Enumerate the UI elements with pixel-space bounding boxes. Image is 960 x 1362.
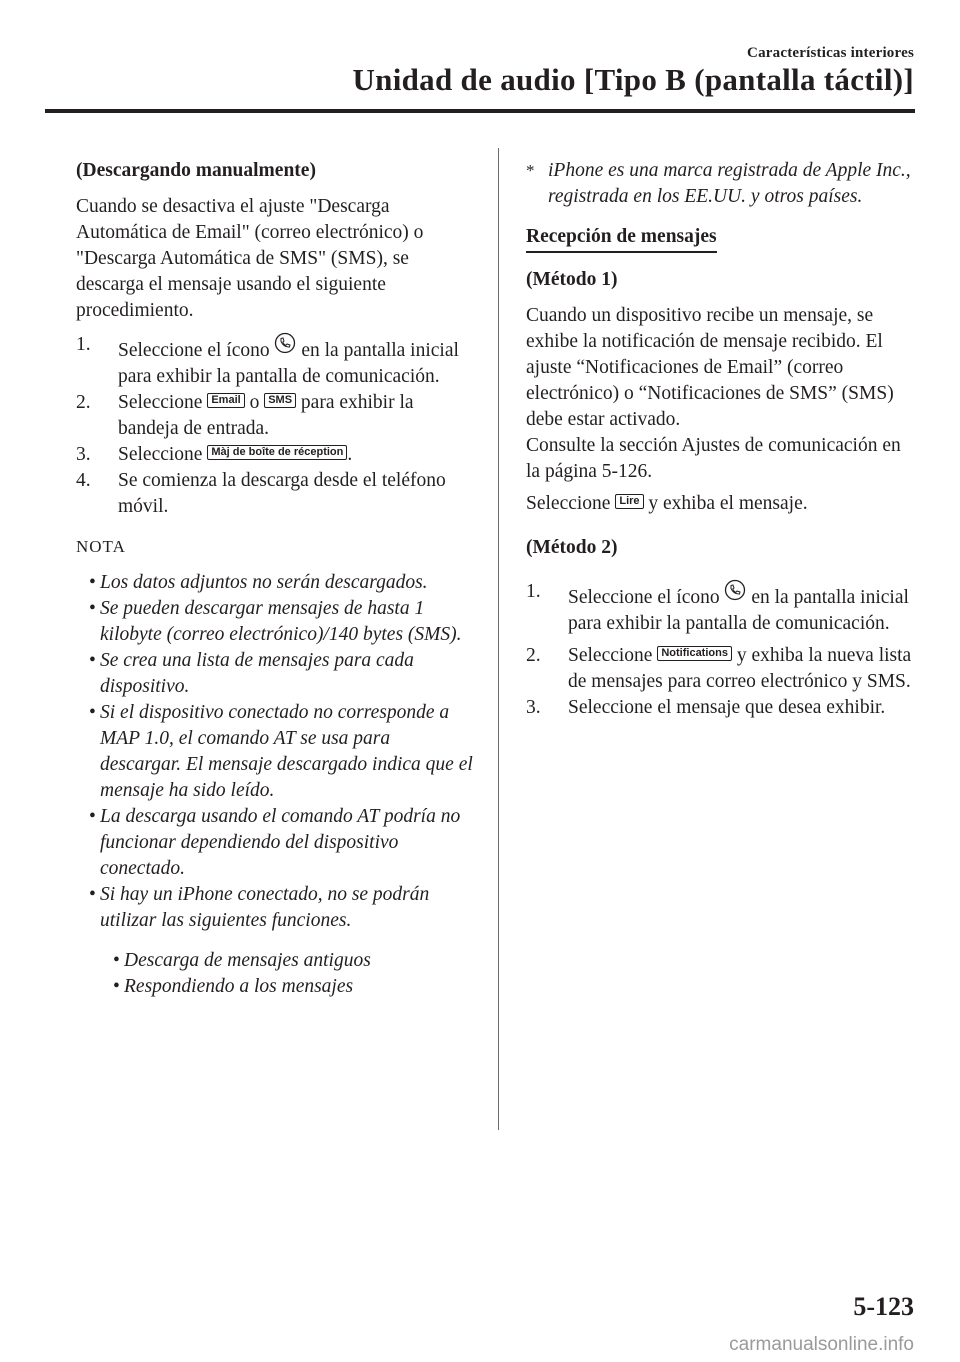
step-number: 3. xyxy=(76,444,91,465)
step-3 xyxy=(76,442,476,468)
nota-heading: NOTA xyxy=(76,537,126,556)
footnote xyxy=(526,158,916,210)
step-text: y exhiba la nueva lista de mensajes para correo electrónico y SMS. xyxy=(568,645,912,692)
bullet-icon: • xyxy=(113,950,120,971)
step-text: Seleccione el mensaje que desea exhibir. xyxy=(568,697,886,718)
step-text: Seleccione el ícono xyxy=(568,587,720,608)
phone-communication-icon xyxy=(724,579,746,601)
intro-paragraph: Cuando se desactiva el ajuste "Descarga Automática de Email" (correo electrónico) o "Descarga Automática de SMS" (SMS), se descarga el mensaje usando el siguiente procedimiento. xyxy=(76,196,424,321)
step-number: 2. xyxy=(76,392,91,413)
note-text: Si el dispositivo conectado no corresponde a MAP 1.0, el comando AT se usa para descargar. El mensaje descargado indica que el mensaje ha sido leído. xyxy=(100,702,473,801)
footnote-mark: * xyxy=(526,161,535,180)
phone-communication-icon xyxy=(274,332,296,354)
subnote-text: Respondiendo a los mensajes xyxy=(124,976,354,997)
bullet-icon: • xyxy=(89,806,96,827)
step-2 xyxy=(76,390,476,442)
step-text: . xyxy=(347,444,353,465)
right-column xyxy=(526,158,916,721)
bullet-icon: • xyxy=(89,598,96,619)
step-4 xyxy=(76,468,476,520)
method-1-heading: (Método 1) xyxy=(526,269,618,290)
note-item xyxy=(76,700,476,804)
section-heading: Recepción de mensajes xyxy=(526,224,717,253)
select-text: y exhiba el mensaje. xyxy=(648,493,808,514)
method-2-step-1 xyxy=(526,579,916,637)
method-1-text: Cuando un dispositivo recibe un mensaje, se exhibe la notificación de mensaje recibido. El ajuste “Notificaciones de Email” (correo electrónico) o “Notificaciones de SMS” (SMS) debe estar activado. xyxy=(526,305,894,430)
chapter-title: Unidad de audio [Tipo B (pantalla táctil)] xyxy=(352,62,914,97)
step-text: Se comienza la descarga desde el teléfono móvil. xyxy=(118,470,446,517)
subnote-item xyxy=(76,974,476,1000)
method-2-step-2 xyxy=(526,643,916,695)
method-2-step-3 xyxy=(526,695,916,721)
step-1 xyxy=(76,332,476,390)
step-text: Seleccione el ícono xyxy=(118,340,270,361)
note-item xyxy=(76,804,476,882)
bullet-icon: • xyxy=(113,976,120,997)
step-text: o xyxy=(249,392,260,413)
header-rule xyxy=(45,109,915,113)
bullet-icon: • xyxy=(89,572,96,593)
sms-button[interactable]: SMS xyxy=(264,393,296,408)
step-text: Seleccione xyxy=(118,444,203,465)
step-text: Seleccione xyxy=(568,645,653,666)
step-number: 1. xyxy=(526,581,541,602)
column-divider xyxy=(498,148,499,1130)
section-label: Características interiores xyxy=(747,45,914,61)
note-item xyxy=(76,648,476,700)
method-1-reference: Consulte la sección Ajustes de comunicación en la página 5-126. xyxy=(526,435,901,482)
footnote-text: iPhone es una marca registrada de Apple Inc., registrada en los EE.UU. y otros países. xyxy=(548,160,911,207)
subsection-heading: (Descargando manualmente) xyxy=(76,160,316,181)
step-text: en la pantalla inicial para exhibir la pantalla de comunicación. xyxy=(118,340,459,387)
read-button[interactable]: Lire xyxy=(615,494,643,509)
note-item xyxy=(76,882,476,934)
note-item xyxy=(76,570,476,596)
bullet-icon: • xyxy=(89,884,96,905)
step-number: 1. xyxy=(76,334,91,355)
bullet-icon: • xyxy=(89,650,96,671)
bullet-icon: • xyxy=(89,702,96,723)
page-number: 5-123 xyxy=(853,1292,914,1321)
step-number: 3. xyxy=(526,697,541,718)
step-text: Seleccione xyxy=(118,392,203,413)
step-text: en la pantalla inicial para exhibir la pantalla de comunicación. xyxy=(568,587,909,634)
update-inbox-button[interactable]: Màj de boîte de réception xyxy=(207,445,347,460)
note-item xyxy=(76,596,476,648)
note-text: Se pueden descargar mensajes de hasta 1 kilobyte (correo electrónico)/140 bytes (SMS). xyxy=(100,598,462,645)
email-button[interactable]: Email xyxy=(207,393,244,408)
select-text: Seleccione xyxy=(526,493,611,514)
method-2-heading: (Método 2) xyxy=(526,537,618,558)
method-1-select xyxy=(526,491,916,517)
step-number: 4. xyxy=(76,470,91,491)
note-text: Los datos adjuntos no serán descargados. xyxy=(100,572,428,593)
step-text: para exhibir la bandeja de entrada. xyxy=(118,392,414,439)
watermark: carmanualsonline.info xyxy=(729,1334,914,1355)
subnote-item xyxy=(76,948,476,974)
step-number: 2. xyxy=(526,645,541,666)
note-text: Si hay un iPhone conectado, no se podrán utilizar las siguientes funciones. xyxy=(100,884,430,931)
note-text: La descarga usando el comando AT podría no funcionar dependiendo del dispositivo conectado. xyxy=(100,806,461,879)
notifications-button[interactable]: Notifications xyxy=(657,646,732,661)
subnote-text: Descarga de mensajes antiguos xyxy=(124,950,371,971)
left-column xyxy=(76,158,476,1000)
note-text: Se crea una lista de mensajes para cada dispositivo. xyxy=(100,650,414,697)
